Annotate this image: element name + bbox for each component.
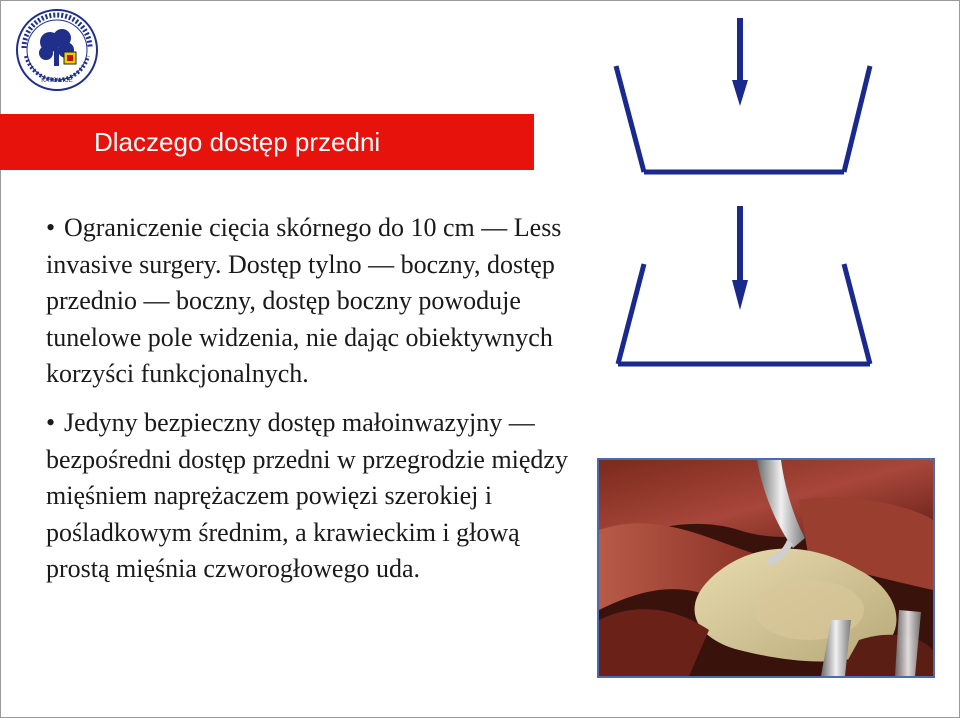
down-arrow-icon xyxy=(732,206,748,310)
bullet-text-1: Ograniczenie cięcia skórnego do 10 cm — Less invasive surgery. Dostęp tylno — boczny, dostęp przednio — boczny, dostęp boczny powoduje tunelowe pole widzenia, nie dając obiektywnych korzyści funkcjonalnych. xyxy=(46,213,562,389)
access-angle-diagram xyxy=(608,14,880,374)
bullet-item-1 xyxy=(46,210,576,393)
anatomical-illustration xyxy=(597,458,935,678)
slide-title: Dlaczego dostęp przedni xyxy=(94,127,381,157)
tree-emblem-icon xyxy=(14,8,100,92)
bullet-icon: • xyxy=(46,213,56,242)
bullet-item-2 xyxy=(46,405,576,588)
down-arrow-icon xyxy=(732,18,748,106)
logo-center-text: KATOWICE xyxy=(41,78,73,84)
bullet-icon: • xyxy=(46,407,56,437)
narrow-tunnel-diagram xyxy=(616,18,870,172)
bullet-text-2: Jedyny bezpieczny dostęp małoinwazyjny — bezpośredni dostęp przedni w przegrodzie między mięśniem naprężaczem powięzi szerokiej i pośladkowym średnim, a krawieckim i głową prostą mięśnia czworogłowego uda. xyxy=(46,407,568,584)
bullet-list xyxy=(46,210,576,600)
wide-tunnel-diagram xyxy=(618,206,870,364)
